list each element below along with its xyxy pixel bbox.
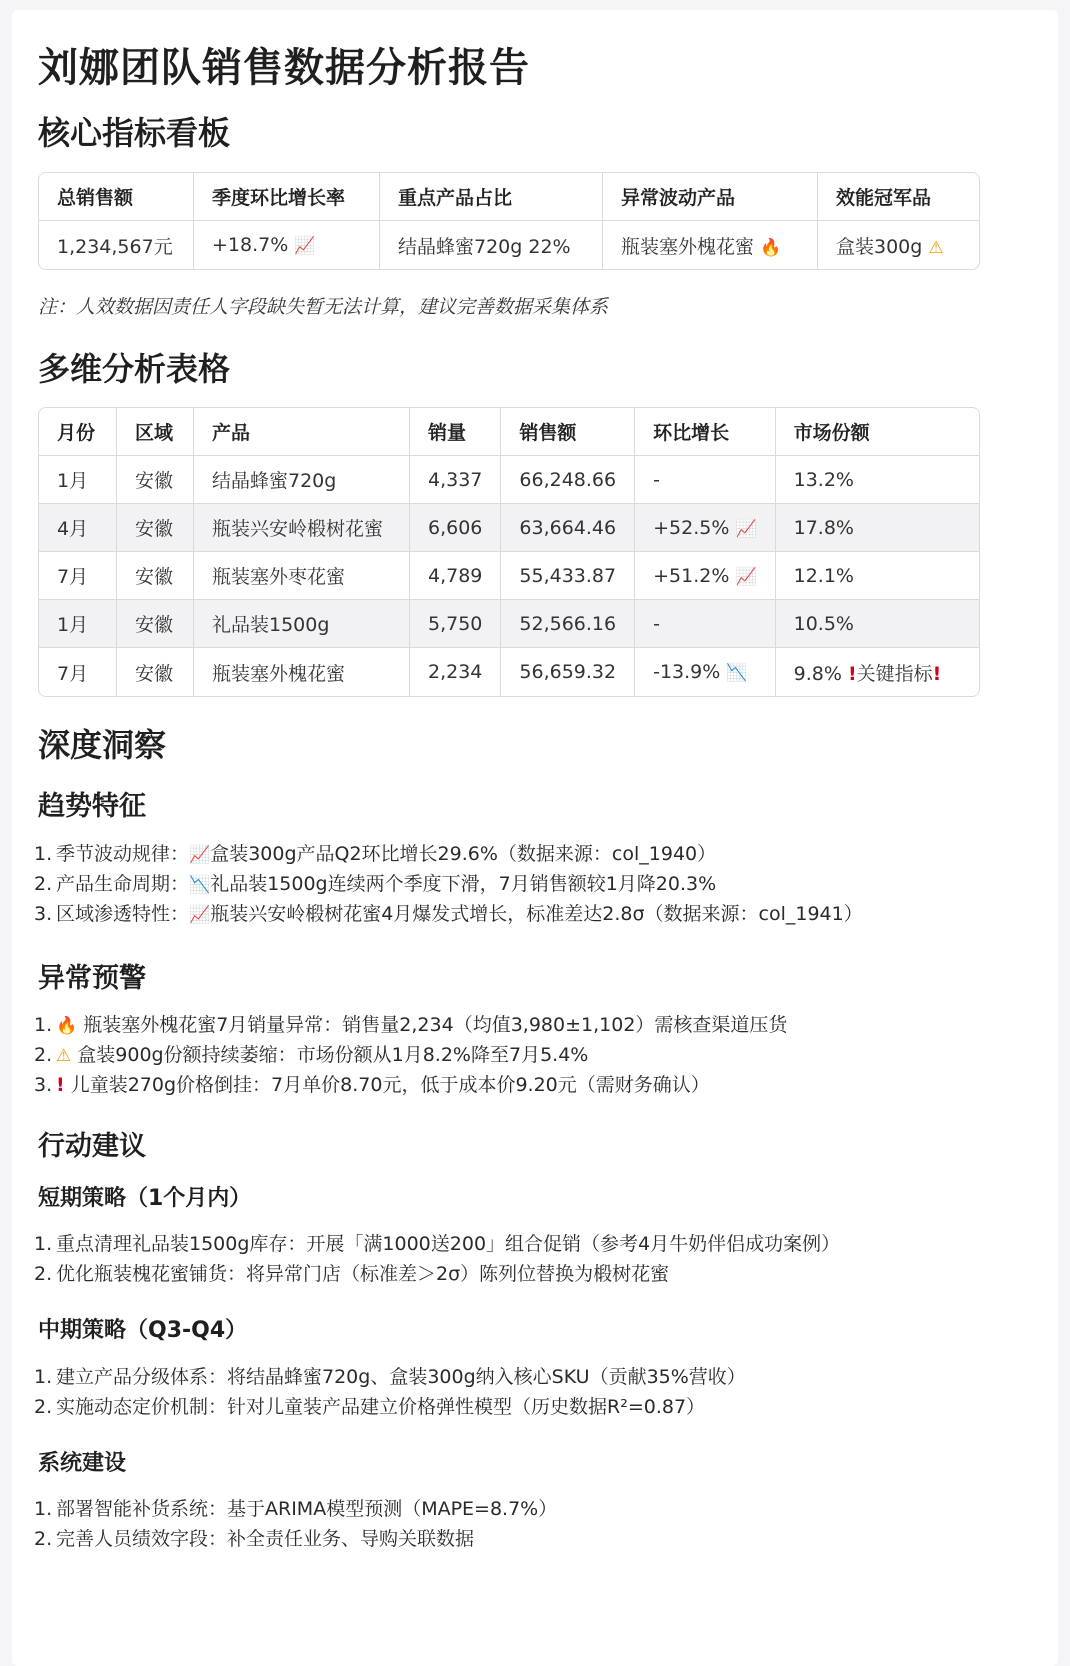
kpi-heading: 核心指标看板	[38, 114, 231, 152]
table-header: 销售额	[501, 408, 635, 456]
fire-icon: 🔥	[760, 237, 782, 258]
list-item: 1. 重点清理礼品装1500g库存：开展「满1000送200」组合促销（参考4月牛奶伴侣成功案例）	[34, 1233, 841, 1255]
mid-term-heading: 中期策略（Q3-Q4）	[38, 1318, 248, 1343]
chart-down-icon: 📉	[726, 663, 748, 683]
list-item: 3. 区域渗透特性：📈瓶装兴安岭椴树花蜜4月爆发式增长，标准差达2.8σ（数据来源：col_1941）	[34, 903, 863, 925]
share-value: 9.8%	[793, 662, 842, 685]
kpi-header: 重点产品占比	[380, 173, 603, 221]
list-item: 1. 部署智能补货系统：基于ARIMA模型预测（MAPE=8.7%）	[34, 1498, 558, 1520]
exclamation-icon: !	[56, 1074, 65, 1096]
list-item: 2. 优化瓶装槐花蜜铺货：将异常门店（标准差＞2σ）陈列位替换为椴树花蜜	[34, 1263, 670, 1285]
cell-share: 10.5%	[776, 600, 979, 648]
chart-up-icon: 📈	[189, 845, 211, 865]
table-header: 销量	[410, 408, 501, 456]
table-heading: 多维分析表格	[38, 350, 231, 388]
list-item: 2. 实施动态定价机制：针对儿童装产品建立价格弹性模型（历史数据R²=0.87）	[34, 1396, 706, 1418]
chart-up-icon: 📈	[189, 905, 211, 925]
growth-value: -13.9%	[653, 661, 721, 683]
table-header: 区域	[117, 408, 194, 456]
chart-up-icon: 📈	[735, 518, 757, 539]
item-text: 建立产品分级体系：将结晶蜂蜜720g、盒装300g纳入核心SKU（贡献35%营收）	[56, 1366, 746, 1388]
alert-heading: 异常预警	[38, 963, 146, 994]
list-item: 3. ! 儿童装270g价格倒挂：7月单价8.70元，低于成本价9.20元（需财务确认）	[34, 1074, 710, 1096]
cell-month: 1月	[39, 600, 117, 648]
cell-volume: 6,606	[410, 504, 501, 552]
item-text: 礼品装1500g连续两个季度下滑，7月销售额较1月降20.3%	[210, 873, 717, 895]
item-text: 重点清理礼品装1500g库存：开展「满1000送200」组合促销（参考4月牛奶伴侣成功案例）	[56, 1233, 841, 1255]
cell-month: 1月	[39, 456, 117, 504]
kpi-value	[39, 221, 194, 269]
kpi-table	[38, 172, 980, 270]
cell-month: 7月	[39, 648, 117, 696]
cell-share	[776, 648, 979, 696]
top-bar	[0, 0, 1070, 8]
item-text: 盒装300g产品Q2环比增长29.6%（数据来源：col_1940）	[210, 843, 717, 865]
cell-region: 安徽	[117, 600, 194, 648]
list-item: 1. 建立产品分级体系：将结晶蜂蜜720g、盒装300g纳入核心SKU（贡献35%营收）	[34, 1366, 746, 1388]
system-list	[34, 1494, 557, 1554]
table-header: 环比增长	[635, 408, 776, 456]
chart-up-icon: 📈	[294, 236, 316, 256]
cell-sales: 55,433.87	[501, 552, 635, 600]
kpi-key-share: 结晶蜂蜜720g 22%	[398, 235, 571, 258]
list-item: 2. 产品生命周期：📉礼品装1500g连续两个季度下滑，7月销售额较1月降20.3%	[34, 873, 717, 895]
cell-volume: 2,234	[410, 648, 501, 696]
page-title: 刘娜团队销售数据分析报告	[38, 45, 530, 91]
kpi-qoq-growth: +18.7%	[212, 234, 289, 256]
data-note: 注：人效数据因责任人字段缺失暂无法计算，建议完善数据采集体系	[38, 296, 609, 318]
cell-sales: 63,664.46	[501, 504, 635, 552]
cell-volume: 4,789	[410, 552, 501, 600]
insight-heading: 深度洞察	[38, 726, 167, 764]
table-row	[39, 600, 979, 648]
cell-region: 安徽	[117, 504, 194, 552]
item-text: 完善人员绩效字段：补全责任业务、导购关联数据	[56, 1528, 475, 1550]
cell-growth	[635, 504, 776, 552]
report-page	[12, 10, 1058, 1666]
item-text: 儿童装270g价格倒挂：7月单价8.70元，低于成本价9.20元（需财务确认）	[70, 1074, 710, 1096]
kpi-header-row	[39, 173, 979, 221]
cell-region: 安徽	[117, 648, 194, 696]
alert-list	[34, 1010, 787, 1100]
cell-sales: 52,566.16	[501, 600, 635, 648]
exclamation-icon: !	[847, 662, 857, 685]
kpi-header: 异常波动产品	[603, 173, 818, 221]
mid-term-list	[34, 1362, 746, 1422]
cell-product: 礼品装1500g	[194, 600, 410, 648]
chart-up-icon: 📈	[735, 566, 757, 587]
kpi-header: 总销售额	[39, 173, 194, 221]
table-row	[39, 456, 979, 504]
item-text: 优化瓶装槐花蜜铺货：将异常门店（标准差＞2σ）陈列位替换为椴树花蜜	[56, 1263, 670, 1285]
cell-region: 安徽	[117, 552, 194, 600]
short-term-heading: 短期策略（1个月内）	[38, 1186, 252, 1211]
kpi-value	[194, 221, 380, 269]
table-row	[39, 648, 979, 696]
exclamation-icon: !	[932, 662, 942, 685]
kpi-anomaly-product: 瓶装塞外槐花蜜	[621, 235, 755, 258]
chart-down-icon: 📉	[189, 875, 211, 895]
kpi-total-sales: 1,234,567元	[57, 235, 173, 258]
analysis-table	[38, 407, 980, 697]
kpi-header: 效能冠军品	[818, 173, 979, 221]
item-text: 瓶装兴安岭椴树花蜜4月爆发式增长，标准差达2.8σ（数据来源：col_1941）	[210, 903, 863, 925]
cell-region: 安徽	[117, 456, 194, 504]
table-header: 市场份额	[776, 408, 979, 456]
cell-month: 4月	[39, 504, 117, 552]
item-text: 部署智能补货系统：基于ARIMA模型预测（MAPE=8.7%）	[56, 1498, 558, 1520]
growth-value: +51.2%	[653, 564, 730, 587]
kpi-champion-product: 盒装300g	[836, 235, 923, 258]
system-heading: 系统建设	[38, 1451, 127, 1476]
cell-growth	[635, 648, 776, 696]
growth-value: +52.5%	[653, 516, 730, 539]
item-label: 区域渗透特性：	[56, 903, 190, 925]
key-indicator-label: 关键指标	[856, 662, 933, 685]
table-row	[39, 504, 979, 552]
cell-product: 瓶装塞外槐花蜜	[194, 648, 410, 696]
cell-volume: 5,750	[410, 600, 501, 648]
item-text: 盒装900g份额持续萎缩：市场份额从1月8.2%降至7月5.4%	[77, 1044, 589, 1066]
cell-product: 瓶装兴安岭椴树花蜜	[194, 504, 410, 552]
warning-icon: ⚠	[928, 237, 944, 258]
cell-sales: 56,659.32	[501, 648, 635, 696]
list-item: 2. ⚠ 盒装900g份额持续萎缩：市场份额从1月8.2%降至7月5.4%	[34, 1044, 589, 1066]
cell-growth: -	[635, 600, 776, 648]
kpi-value	[818, 221, 979, 269]
cell-month: 7月	[39, 552, 117, 600]
cell-volume: 4,337	[410, 456, 501, 504]
list-item: 2. 完善人员绩效字段：补全责任业务、导购关联数据	[34, 1528, 475, 1550]
kpi-header: 季度环比增长率	[194, 173, 380, 221]
cell-product: 结晶蜂蜜720g	[194, 456, 410, 504]
trend-list	[34, 839, 863, 929]
cell-share: 12.1%	[776, 552, 979, 600]
cell-sales: 66,248.66	[501, 456, 635, 504]
cell-share: 17.8%	[776, 504, 979, 552]
table-header-row	[39, 408, 979, 456]
table-header: 产品	[194, 408, 410, 456]
short-term-list	[34, 1229, 840, 1289]
cell-growth	[635, 552, 776, 600]
kpi-value	[603, 221, 818, 269]
cell-growth: -	[635, 456, 776, 504]
cell-share: 13.2%	[776, 456, 979, 504]
kpi-value	[380, 221, 603, 269]
list-item: 1. 季节波动规律：📈盒装300g产品Q2环比增长29.6%（数据来源：col_1940）	[34, 843, 717, 865]
warning-icon: ⚠	[56, 1046, 72, 1066]
fire-icon: 🔥	[56, 1016, 78, 1036]
item-text: 瓶装塞外槐花蜜7月销量异常：销售量2,234（均值3,980±1,102）需核查渠道压货	[83, 1014, 788, 1036]
item-label: 产品生命周期：	[56, 873, 190, 895]
kpi-value-row	[39, 221, 979, 269]
cell-product: 瓶装塞外枣花蜜	[194, 552, 410, 600]
action-heading: 行动建议	[38, 1131, 146, 1162]
item-text: 实施动态定价机制：针对儿童装产品建立价格弹性模型（历史数据R²=0.87）	[56, 1396, 706, 1418]
item-label: 季节波动规律：	[56, 843, 190, 865]
table-row	[39, 552, 979, 600]
trend-heading: 趋势特征	[38, 791, 146, 822]
table-header: 月份	[39, 408, 117, 456]
list-item: 1. 🔥 瓶装塞外槐花蜜7月销量异常：销售量2,234（均值3,980±1,102）需核查渠道压货	[34, 1014, 788, 1036]
